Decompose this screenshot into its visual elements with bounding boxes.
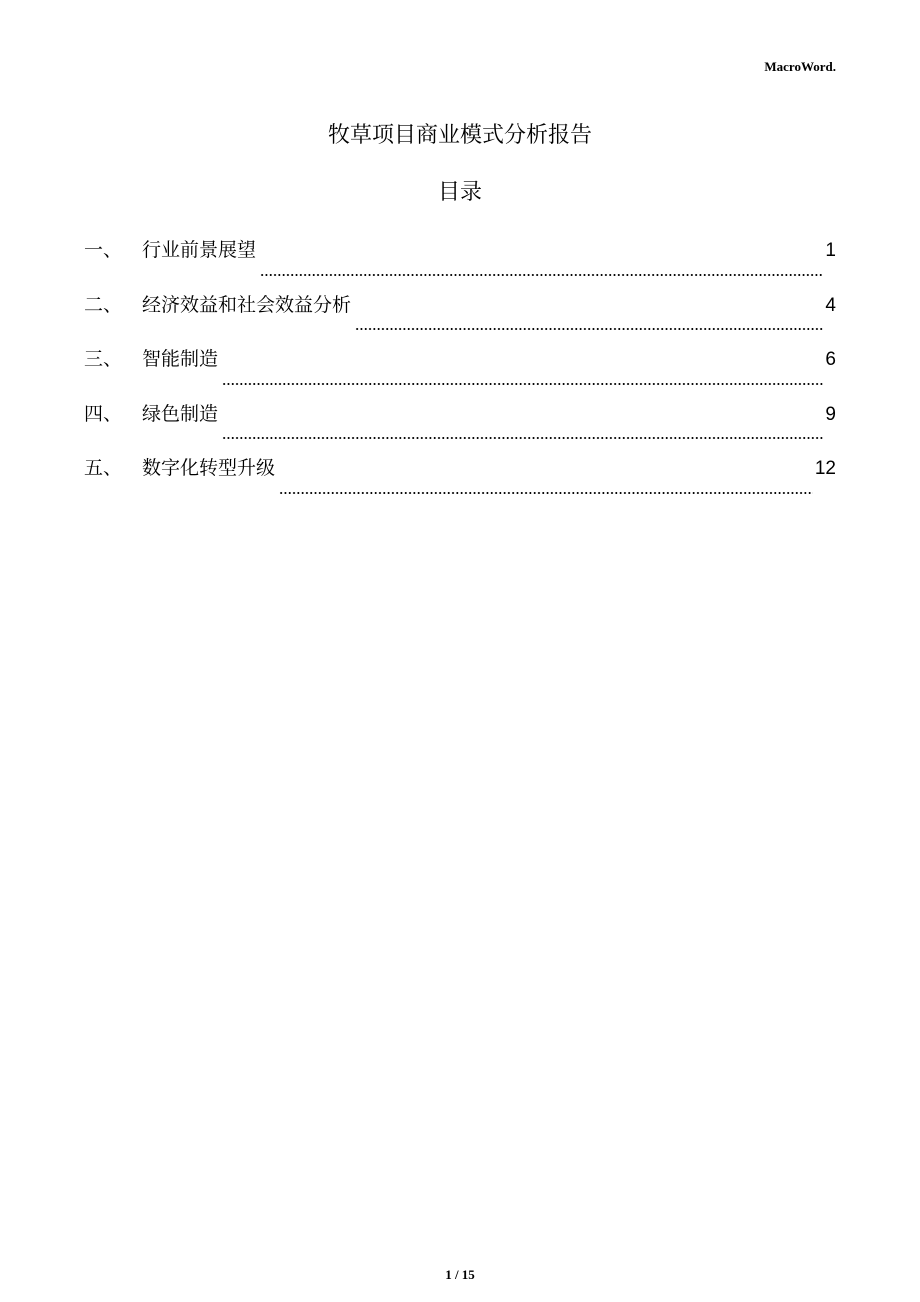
toc-entry-page: 6 [825, 349, 836, 370]
toc-entry-3[interactable] [84, 341, 836, 396]
toc-entry-number: 四、 [84, 402, 123, 425]
toc-entry-page: 12 [814, 458, 836, 479]
toc-entry-page: 4 [825, 294, 836, 316]
toc-heading: 目录 [437, 180, 482, 205]
toc-entry-label[interactable]: 智能制造 [142, 348, 219, 370]
toc-dot-leader [355, 311, 823, 331]
toc-dot-leader [222, 420, 823, 440]
toc-entry-number: 二、 [84, 293, 123, 316]
toc-dot-leader [222, 366, 823, 386]
header-brand: MacroWord. [764, 59, 836, 74]
toc-entry-label[interactable]: 经济效益和社会效益分析 [142, 293, 352, 316]
toc-entry-number: 一、 [84, 239, 123, 261]
toc-entry-5[interactable] [84, 450, 836, 505]
toc-entry-page: 1 [825, 240, 836, 261]
toc-entry-4[interactable] [84, 396, 836, 451]
toc-entry-label[interactable]: 绿色制造 [142, 402, 219, 425]
toc-entry-number: 五、 [84, 457, 123, 479]
toc-entry-2[interactable] [84, 287, 836, 342]
toc-dot-leader [279, 475, 813, 495]
toc-entry-label[interactable]: 行业前景展望 [142, 239, 257, 261]
toc-entry-label[interactable]: 数字化转型升级 [142, 457, 276, 479]
toc-dot-leader [260, 257, 823, 277]
page-indicator: 1 / 15 [445, 1267, 475, 1282]
table-of-contents [84, 232, 836, 505]
toc-entry-1[interactable] [84, 232, 836, 287]
document-title: 牧草项目商业模式分析报告 [327, 123, 592, 148]
toc-entry-number: 三、 [84, 348, 123, 370]
toc-entry-page: 9 [825, 403, 836, 425]
